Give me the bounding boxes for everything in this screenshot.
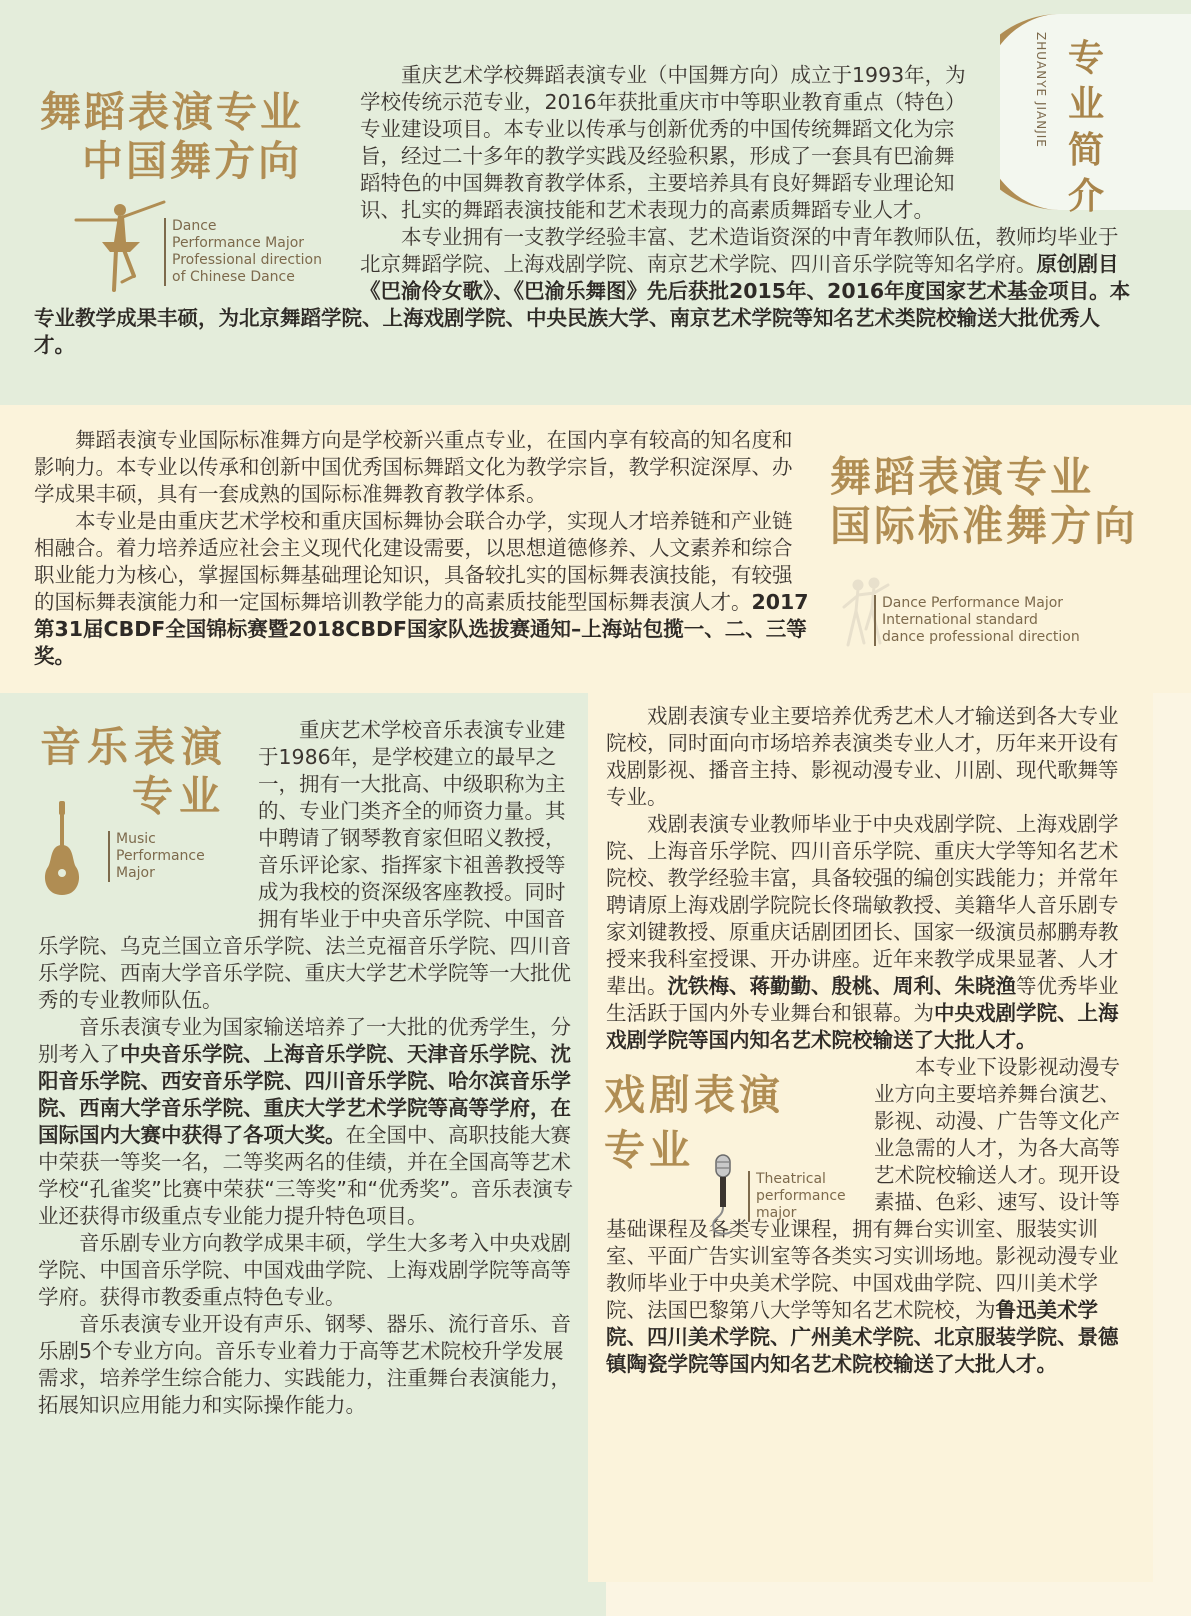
english-line: Theatrical <box>756 1171 826 1187</box>
english-line: Major <box>116 865 155 881</box>
ballroom-title <box>830 453 1138 551</box>
microphone-icon <box>708 1153 738 1237</box>
music-para2-c: 在全国中、高职技能大赛中荣获一等奖一名，二等奖两名的佳绩，并在全国高等艺术学校“孔雀奖”比赛中荣获“三等奖”和“优秀奖”。音乐表演专业还获得市级重点专业能力提升特色项目。 <box>38 1123 574 1228</box>
intro-tab-title-line1: 专业 <box>1067 38 1104 125</box>
english-line: performance <box>756 1188 846 1204</box>
drama-panel <box>588 693 1153 1582</box>
ballroom-para1: 舞蹈表演专业国际标准舞方向是学校新兴重点专业，在国内享有较高的知名度和影响力。本专业以传承和创新中国优秀国标舞蹈文化为教学宗旨，教学积淀深厚、办学成果丰硕，具有一套成熟的国际标准舞教育教学体系。 <box>34 428 793 506</box>
drama-title-line1: 戏剧表演 <box>604 1071 784 1119</box>
music-para4: 音乐表演专业开设有声乐、钢琴、器乐、流行音乐、音乐剧5个专业方向。音乐专业着力于高等艺术院校升学发展需求，培养学生综合能力、实践能力，注重舞台表演能力，拓展知识应用能力和实际操作能力。 <box>38 1312 571 1417</box>
english-line: Performance <box>116 848 205 864</box>
drama-para2 <box>606 811 1134 1054</box>
english-line: Professional direction <box>172 252 322 268</box>
drama-para3-a: 本专业下设影视动漫专业方向主要培养舞台演艺、影视、动漫、广告等文化产业急需的人才，为各大高等艺术院校输送人才。现开设素描、色彩、速写、设计等基础课程及各类专业课程，拥有舞台实训室、服装实训室、平面广告实训室等各类实习实训场地。影视动漫专业教师毕业于中央美术学院、中国戏曲学院、四川美术学院、法国巴黎第八大学等知名艺术院校，为 <box>606 1055 1120 1322</box>
music-para2-b: 中央音乐学院、上海音乐学院、天津音乐学院、沈阳音乐学院、西安音乐学院、四川音乐学院、哈尔滨音乐学院、西南大学音乐学院、重庆大学艺术学院等高等学府，在国际国内大赛中获得了各项大奖。 <box>38 1042 571 1147</box>
english-line: dance professional direction <box>882 629 1080 645</box>
english-line: of Chinese Dance <box>172 269 295 285</box>
music-para3: 音乐剧专业方向教学成果丰硕，学生大多考入中央戏剧学院、中国音乐学院、中国戏曲学院、上海戏剧学院等高等学府。获得市教委重点特色专业。 <box>38 1231 571 1309</box>
chinese-dance-panel <box>0 0 1191 405</box>
drama-para3-b: 鲁迅美术学院、四川美术学院、广州美术学院、北京服装学院、景德镇陶瓷学院等国内知名艺术院校输送了大批人才。 <box>606 1298 1119 1376</box>
english-line: Performance Major <box>172 235 305 251</box>
drama-para2-d: 中央戏剧学院、上海戏剧学院等国内知名艺术院校输送了大批人才。 <box>606 1001 1119 1052</box>
english-line: Dance <box>172 218 217 234</box>
chinese-dance-para2-a: 本专业拥有一支教学经验丰富、艺术造诣资深的中青年教师队伍，教师均毕业于北京舞蹈学院、上海戏剧学院、南京艺术学院、四川音乐学院等知名学府。 <box>360 225 1119 276</box>
drama-para2-b: 沈铁梅、蒋勤勤、殷桃、周利、朱晓渔 <box>667 974 1016 998</box>
english-line: major <box>756 1205 797 1221</box>
ballroom-title-line1: 舞蹈表演专业 <box>830 453 1094 501</box>
english-line: Music <box>116 831 156 847</box>
ballroom-title-line2: 国际标准舞方向 <box>830 502 1138 551</box>
chinese-dance-para2-b: 原创剧目《巴渝伶女歌》、《巴渝乐舞图》先后获批2015年、2016年度国家艺术基金项目。本专业教学成果丰硕，为北京舞蹈学院、上海戏剧学院、中央民族大学、南京艺术学院等知名艺术类院校输送大批优秀人才。 <box>34 252 1131 357</box>
drama-english <box>748 1171 846 1222</box>
music-para2 <box>38 1014 580 1230</box>
drama-para1: 戏剧表演专业主要培养优秀艺术人才输送到各大专业院校，同时面向市场培养表演类专业人才，历年来开设有戏剧影视、播音主持、影视动漫专业、川剧、现代歌舞等专业。 <box>606 704 1119 809</box>
chinese-dance-para1: 重庆艺术学校舞蹈表演专业（中国舞方向）成立于1993年，为学校传统示范专业，2016年获批重庆市中等职业教育重点（特色）专业建设项目。本专业以传承与创新优秀的中国传统舞蹈文化为宗旨，经过二十多年的教学实践及经验积累，形成了一套具有巴渝舞蹈特色的中国舞教育教学体系，主要培养具有良好舞蹈专业理论知识、扎实的舞蹈表演技能和艺术表现力的高素质舞蹈专业人才。 <box>360 63 966 222</box>
english-line: Dance Performance Major <box>882 595 1064 611</box>
drama-title <box>604 1071 784 1175</box>
drama-para2-a: 戏剧表演专业教师毕业于中央戏剧学院、上海戏剧学院、上海音乐学院、四川音乐学院、重庆大学等知名艺术院校、教学经验丰富，具备较强的编创实践能力；并常年聘请原上海戏剧学院院长佟瑞敏教授、美籍华人音乐剧专家刘键教授、原重庆话剧团团长、国家一级演员郝鹏寿教授来我科室授课、开办讲座。近年来教学成果显著、人才辈出。 <box>606 812 1119 998</box>
ballroom-para2 <box>34 508 812 670</box>
ballroom-text <box>34 427 812 670</box>
music-title-line1: 音乐表演 <box>40 723 228 771</box>
drama-para2-c: 等优秀毕业生活跃于国内外专业舞台和银幕。为 <box>606 974 1119 1025</box>
music-text <box>38 717 580 1419</box>
intro-tab-title-line2: 简介 <box>1067 130 1104 217</box>
music-panel <box>0 693 606 1616</box>
english-line: International standard <box>882 612 1038 628</box>
music-para2-a: 音乐表演专业为国家输送培养了一大批的优秀学生，分别考入了 <box>38 1015 571 1066</box>
ballroom-para2-b: 2017第31届CBDF全国锦标赛暨2018CBDF国家队选拔赛通知–上海站包揽一、二、三等奖。 <box>34 590 809 668</box>
chinese-dance-title-line2: 中国舞方向 <box>82 137 302 186</box>
ballroom-english <box>874 595 1080 646</box>
music-title-line2: 专业 <box>132 772 226 821</box>
chinese-dance-title-line1: 舞蹈表演专业 <box>40 88 304 136</box>
drama-title-line2: 专业 <box>604 1126 694 1175</box>
drama-text <box>606 703 1134 1378</box>
chinese-dance-text <box>34 62 1134 359</box>
intro-tab-pinyin: ZHUANYE JIANJIE <box>1034 32 1048 148</box>
ballroom-panel <box>0 405 1191 693</box>
music-para1: 重庆艺术学校音乐表演专业建于1986年，是学校建立的最早之一，拥有一大批高、中级职称为主的、专业门类齐全的师资力量。其中聘请了钢琴教育家但昭义教授，音乐评论家、指挥家卞祖善教授等成为我校的资深级客座教授。同时拥有毕业于中央音乐学院、中国音乐学院、乌克兰国立音乐学院、法兰克福音乐学院、四川音乐学院、西南大学音乐学院、重庆大学艺术学院等一大批优秀的专业教师队伍。 <box>38 718 571 1012</box>
ballroom-para2-a: 本专业是由重庆艺术学校和重庆国标舞协会联合办学，实现人才培养链和产业链相融合。着力培养适应社会主义现代化建设需要，以思想道德修养、人文素养和综合职业能力为核心，掌握国标舞基础理论知识，具备较扎实的国标舞表演技能，有较强的国标舞表演能力和一定国标舞培训教学能力的高素质技能型国标舞表演人才。 <box>34 509 793 614</box>
